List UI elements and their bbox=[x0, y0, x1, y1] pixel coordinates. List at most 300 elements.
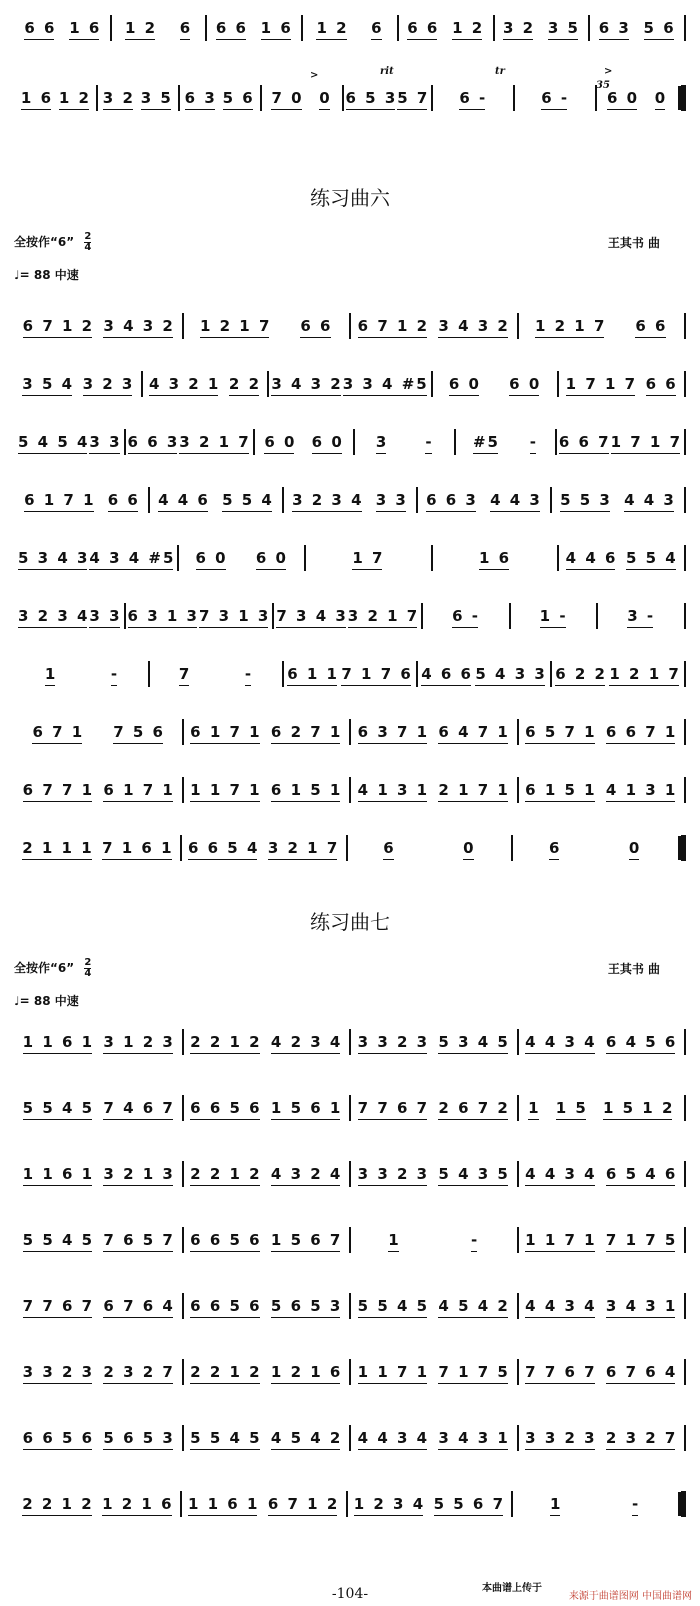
note-group: 4 4 3 4 bbox=[525, 1297, 597, 1315]
note-group: 3 3 bbox=[89, 433, 122, 451]
note-group: 1 5 bbox=[555, 1099, 588, 1117]
measure bbox=[274, 607, 421, 625]
note-group: 4 3 2 4 bbox=[270, 1165, 343, 1183]
note-group: 6 4 5 6 bbox=[605, 1033, 678, 1051]
staff-line-top-2 bbox=[14, 78, 686, 118]
measure bbox=[16, 1033, 182, 1051]
piece7-staff-line bbox=[14, 1484, 686, 1524]
note-group: 3 4 3 1 bbox=[438, 1429, 510, 1447]
measure bbox=[284, 491, 416, 509]
note-group: 1 5 6 1 bbox=[270, 1099, 343, 1117]
note-group: 6 6 5 6 bbox=[22, 1429, 95, 1447]
note-group: 6 1 7 1 bbox=[24, 491, 96, 509]
note-group: 7 bbox=[178, 665, 192, 683]
measure bbox=[269, 375, 430, 393]
note-group: 3 2 1 7 bbox=[267, 839, 340, 857]
note-group: 3 3 bbox=[89, 607, 122, 625]
barline bbox=[684, 719, 686, 745]
barline bbox=[684, 371, 686, 397]
page-number: -104- bbox=[331, 1586, 369, 1602]
measure bbox=[16, 1495, 180, 1513]
measure bbox=[180, 89, 260, 107]
note-group: 1 1 7 1 bbox=[357, 1363, 430, 1381]
measure bbox=[182, 1495, 346, 1513]
note-group: 6 6 7 bbox=[558, 433, 611, 451]
note-group: 1 2 1 6 bbox=[102, 1495, 174, 1513]
measure bbox=[519, 1363, 685, 1381]
note-group: 3 4 3 2 bbox=[271, 375, 343, 393]
barline bbox=[684, 777, 686, 803]
measure bbox=[590, 19, 684, 37]
note-group: 5 5 4 5 bbox=[357, 1297, 430, 1315]
note-group: 4 4 3 4 bbox=[525, 1033, 597, 1051]
measure bbox=[355, 433, 454, 451]
piece6-staff-line bbox=[14, 770, 686, 810]
note-group: 4 5 4 2 bbox=[438, 1297, 510, 1315]
note-group: 6 1 7 1 bbox=[190, 723, 262, 741]
footer-note: 本曲谱上传于 bbox=[482, 1583, 542, 1594]
measure bbox=[16, 839, 180, 857]
piece7-key-text: 全按作“6” bbox=[14, 961, 75, 975]
note-group: 3 3 2 3 bbox=[22, 1363, 95, 1381]
measure bbox=[16, 1429, 182, 1447]
note-group: 2 2 1 2 bbox=[190, 1165, 262, 1183]
note-group: 6 6 bbox=[300, 317, 333, 335]
note-group: 7 1 7 5 bbox=[438, 1363, 510, 1381]
measure bbox=[16, 781, 182, 799]
note-group: 3 4 3 1 bbox=[605, 1297, 678, 1315]
note-group: - bbox=[529, 433, 538, 451]
piece7-staff-line bbox=[14, 1022, 686, 1062]
barline bbox=[684, 1227, 686, 1253]
note-group: 3 4 3 2 bbox=[103, 317, 175, 335]
measure bbox=[519, 1099, 685, 1117]
note-group: 1 2 1 7 bbox=[199, 317, 272, 335]
note-group: 6 0 bbox=[448, 375, 481, 393]
piece7-time-signature: $\frac{2}{4}$ bbox=[84, 957, 92, 979]
barline bbox=[681, 85, 686, 111]
note-group: 3 5 bbox=[547, 19, 580, 37]
piece7-title: 练习曲七 bbox=[310, 910, 390, 934]
measure bbox=[207, 19, 301, 37]
note-group: 5 5 4 5 bbox=[22, 1099, 95, 1117]
note-group: #5 bbox=[472, 433, 500, 451]
note-group: 6 0 bbox=[606, 89, 640, 107]
measure bbox=[351, 317, 517, 335]
measure bbox=[433, 375, 558, 393]
note-group: 4 1 3 1 bbox=[605, 781, 678, 799]
measure bbox=[597, 89, 677, 107]
note-group: 3 2 1 7 bbox=[347, 607, 420, 625]
piece7-tempo: ♩= 88 中速 bbox=[14, 994, 79, 1008]
note-group: 6 5 7 1 bbox=[525, 723, 597, 741]
note-group: 6 0 bbox=[255, 549, 288, 567]
measure bbox=[351, 1033, 517, 1051]
measure bbox=[184, 1297, 350, 1315]
measure bbox=[16, 491, 148, 509]
measure bbox=[16, 665, 148, 683]
note-group: 1 6 bbox=[20, 89, 54, 107]
note-group: 4 3 4 #5 bbox=[89, 549, 176, 567]
note-group: 3 3 bbox=[375, 491, 408, 509]
note-group: 5 5 4 bbox=[222, 491, 274, 509]
note-group: 5 4 3 3 bbox=[475, 665, 547, 683]
note-group: 6 4 7 1 bbox=[438, 723, 510, 741]
measure bbox=[126, 433, 253, 451]
measure bbox=[16, 1165, 182, 1183]
note-group: 6 - bbox=[459, 89, 488, 107]
barline bbox=[681, 1491, 686, 1517]
note-group: 2 2 bbox=[228, 375, 262, 393]
note-group: 1 5 6 7 bbox=[270, 1231, 343, 1249]
note-group: 1 6 bbox=[260, 19, 293, 37]
barline bbox=[684, 1029, 686, 1055]
note-group: 2 1 7 1 bbox=[438, 781, 510, 799]
barline bbox=[684, 15, 686, 41]
piece6-staff-line bbox=[14, 364, 686, 404]
measure bbox=[184, 1033, 350, 1051]
note-group: - bbox=[631, 1495, 641, 1513]
note-group: 0 bbox=[463, 839, 476, 857]
measure bbox=[519, 317, 685, 335]
note-group: 6 7 1 2 bbox=[22, 317, 95, 335]
measure bbox=[303, 19, 397, 37]
measure bbox=[513, 839, 677, 857]
note-group: 7 3 4 3 bbox=[276, 607, 348, 625]
note-group: 7 7 6 7 bbox=[22, 1297, 95, 1315]
note-group: 3 3 2 3 bbox=[525, 1429, 597, 1447]
note-group: 6 6 bbox=[24, 19, 57, 37]
measure bbox=[112, 19, 206, 37]
measure bbox=[351, 1363, 517, 1381]
note-group: 6 6 bbox=[635, 317, 668, 335]
note-group: 4 4 3 bbox=[624, 491, 676, 509]
measure bbox=[98, 89, 178, 107]
note-group: 3 2 bbox=[102, 89, 135, 107]
accent-marking-end: > bbox=[604, 66, 613, 77]
grace-note: 35 bbox=[596, 80, 610, 91]
note-group: 6 6 5 6 bbox=[190, 1099, 262, 1117]
measure bbox=[351, 723, 517, 741]
measure bbox=[513, 1495, 677, 1513]
note-group: 1 bbox=[528, 1099, 541, 1117]
measure bbox=[184, 781, 350, 799]
note-group: 4 4 3 4 bbox=[525, 1165, 597, 1183]
barline bbox=[684, 603, 686, 629]
note-group: 6 1 7 1 bbox=[103, 781, 175, 799]
measure bbox=[519, 723, 685, 741]
measure bbox=[16, 89, 96, 107]
measure bbox=[351, 781, 517, 799]
note-group: 4 5 4 2 bbox=[270, 1429, 343, 1447]
note-group: 2 2 1 2 bbox=[190, 1363, 262, 1381]
measure bbox=[423, 607, 509, 625]
note-group: 5 5 3 bbox=[560, 491, 612, 509]
accent-marking: > bbox=[310, 70, 319, 81]
note-group: 1 2 1 6 bbox=[270, 1363, 343, 1381]
note-group: 1 2 1 7 bbox=[609, 665, 681, 683]
note-group: - bbox=[244, 665, 254, 683]
note-group: 7 5 6 bbox=[113, 723, 165, 741]
measure bbox=[16, 375, 141, 393]
note-group: 4 1 3 1 bbox=[357, 781, 430, 799]
note-group: 6 2 7 1 bbox=[270, 723, 343, 741]
piece7-staff-line bbox=[14, 1154, 686, 1194]
note-group: 7 3 1 3 bbox=[198, 607, 271, 625]
measure bbox=[511, 607, 597, 625]
piece6-key-text: 全按作“6” bbox=[14, 235, 75, 249]
note-group: 3 2 1 3 bbox=[103, 1165, 175, 1183]
note-group: 6 1 5 1 bbox=[270, 781, 343, 799]
note-group: 6 6 3 bbox=[426, 491, 478, 509]
measure bbox=[519, 1297, 685, 1315]
note-group: 6 6 bbox=[215, 19, 248, 37]
measure bbox=[262, 89, 342, 107]
note-group: 0 bbox=[319, 89, 332, 107]
measure bbox=[16, 1231, 182, 1249]
measure bbox=[150, 665, 282, 683]
barline bbox=[684, 1425, 686, 1451]
measure bbox=[519, 1429, 685, 1447]
note-group: 3 5 4 bbox=[22, 375, 75, 393]
piece7-staff-line bbox=[14, 1220, 686, 1260]
barline bbox=[684, 1095, 686, 1121]
note-group: 1 6 bbox=[69, 19, 102, 37]
note-group: 1 7 1 7 bbox=[565, 375, 638, 393]
measure bbox=[143, 375, 268, 393]
note-group: 0 bbox=[628, 839, 642, 857]
rit-marking: rit bbox=[380, 66, 394, 77]
note-group: 4 4 6 bbox=[565, 549, 618, 567]
note-group: 1 2 3 4 bbox=[353, 1495, 426, 1513]
measure bbox=[552, 665, 684, 683]
note-group: 1 bbox=[44, 665, 58, 683]
note-group: 6 bbox=[179, 19, 193, 37]
measure bbox=[559, 375, 684, 393]
note-group: 1 5 1 2 bbox=[602, 1099, 675, 1117]
staff-line-top-1 bbox=[14, 8, 686, 48]
note-group: 1 2 bbox=[125, 19, 158, 37]
note-group: 6 6 3 bbox=[127, 433, 180, 451]
note-group: 5 3 4 5 bbox=[438, 1033, 510, 1051]
note-group: 5 5 4 bbox=[625, 549, 678, 567]
piece7-staff-line bbox=[14, 1352, 686, 1392]
note-group: 3 bbox=[375, 433, 389, 451]
note-group: 6 3 1 3 bbox=[127, 607, 199, 625]
note-group: 6 7 7 1 bbox=[22, 781, 95, 799]
measure bbox=[284, 665, 416, 683]
note-group: 6 5 3 bbox=[345, 89, 398, 107]
piece6-staff-line bbox=[14, 480, 686, 520]
note-group: 1 1 6 1 bbox=[187, 1495, 260, 1513]
measure bbox=[16, 1297, 182, 1315]
note-group: 6 6 bbox=[107, 491, 140, 509]
note-group: 0 bbox=[654, 89, 668, 107]
note-group: 1 2 bbox=[58, 89, 91, 107]
note-group: 6 7 1 bbox=[32, 723, 85, 741]
measure bbox=[16, 317, 182, 335]
measure bbox=[495, 19, 589, 37]
note-group: 7 4 6 7 bbox=[103, 1099, 175, 1117]
measure bbox=[348, 839, 512, 857]
note-group: 6 0 bbox=[509, 375, 542, 393]
note-group: 6 5 4 6 bbox=[605, 1165, 678, 1183]
piece6-staff-line bbox=[14, 712, 686, 752]
note-group: 5 6 5 3 bbox=[103, 1429, 175, 1447]
note-group: 4 4 3 bbox=[490, 491, 542, 509]
measure bbox=[418, 491, 550, 509]
measure bbox=[16, 1099, 182, 1117]
note-group: 5 6 5 3 bbox=[270, 1297, 343, 1315]
piece6-staff-line bbox=[14, 828, 686, 868]
note-group: 5 5 4 5 bbox=[190, 1429, 262, 1447]
watermark-logo: 来源于曲谱图网 中国曲谱网 bbox=[568, 1591, 692, 1602]
measure bbox=[418, 665, 550, 683]
piece6-composer: 王其书 曲 bbox=[607, 236, 660, 250]
note-group: 5 4 5 4 bbox=[18, 433, 90, 451]
note-group: 1 6 bbox=[478, 549, 512, 567]
note-group: 1 2 1 7 bbox=[534, 317, 607, 335]
piece7-key bbox=[14, 958, 91, 979]
measure bbox=[184, 1099, 350, 1117]
note-group: 7 7 6 7 bbox=[357, 1099, 430, 1117]
note-group: 3 - bbox=[627, 607, 656, 625]
note-group: 5 5 4 5 bbox=[22, 1231, 95, 1249]
note-group: 6 6 bbox=[645, 375, 678, 393]
note-group: 2 3 2 7 bbox=[103, 1363, 175, 1381]
note-group: 6 7 1 2 bbox=[357, 317, 430, 335]
measure bbox=[179, 549, 304, 567]
measure bbox=[255, 433, 354, 451]
note-group: 6 1 5 1 bbox=[525, 781, 597, 799]
note-group: - bbox=[425, 433, 434, 451]
note-group: 6 6 5 6 bbox=[190, 1231, 262, 1249]
note-group: 4 3 2 1 bbox=[148, 375, 221, 393]
measure bbox=[184, 1363, 350, 1381]
piece7-staff-line bbox=[14, 1286, 686, 1326]
measure bbox=[184, 1165, 350, 1183]
barline bbox=[684, 1293, 686, 1319]
measure bbox=[598, 607, 684, 625]
measure bbox=[16, 549, 177, 567]
note-group: 6 0 bbox=[311, 433, 344, 451]
note-group: 3 2 3 4 bbox=[18, 607, 90, 625]
trill-marking: tr bbox=[495, 66, 505, 77]
note-group: 7 1 7 6 bbox=[341, 665, 413, 683]
measure bbox=[559, 549, 684, 567]
note-group: 6 3 bbox=[598, 19, 631, 37]
note-group: 1 1 7 1 bbox=[190, 781, 262, 799]
note-group: - bbox=[471, 1231, 480, 1249]
measure bbox=[16, 19, 110, 37]
note-group: 6 3 bbox=[184, 89, 217, 107]
note-group: 3 2 bbox=[502, 19, 536, 37]
piece6-staff-line bbox=[14, 654, 686, 694]
note-group: 3 2 3 4 bbox=[292, 491, 364, 509]
barline bbox=[684, 545, 686, 571]
note-group: - bbox=[110, 665, 120, 683]
measure bbox=[16, 1363, 182, 1381]
measure bbox=[351, 1231, 517, 1249]
note-group: 3 5 bbox=[140, 89, 173, 107]
note-group: 1 7 bbox=[352, 549, 385, 567]
note-group: 6 bbox=[371, 19, 384, 37]
measure bbox=[351, 1099, 517, 1117]
measure bbox=[519, 1165, 685, 1183]
note-group: 5 3 4 3 bbox=[18, 549, 90, 567]
note-group: 2 3 2 7 bbox=[605, 1429, 678, 1447]
piece6-staff-line bbox=[14, 596, 686, 636]
measure bbox=[456, 433, 555, 451]
measure bbox=[150, 491, 282, 509]
note-group: 6 6 5 4 bbox=[187, 839, 260, 857]
note-group: 4 4 3 4 bbox=[357, 1429, 430, 1447]
note-group: 1 bbox=[550, 1495, 563, 1513]
measure bbox=[433, 549, 558, 567]
note-group: 6 7 6 4 bbox=[605, 1363, 678, 1381]
note-group: 5 5 6 7 bbox=[433, 1495, 506, 1513]
piece6-key bbox=[14, 232, 91, 253]
note-group: 1 2 bbox=[452, 19, 485, 37]
note-group: 4 4 6 bbox=[158, 491, 210, 509]
measure bbox=[433, 89, 513, 107]
measure bbox=[306, 549, 431, 567]
measure bbox=[16, 433, 124, 451]
measure bbox=[515, 89, 595, 107]
note-group: 6 6 5 6 bbox=[190, 1297, 262, 1315]
measure bbox=[351, 1297, 517, 1315]
barline bbox=[684, 1161, 686, 1187]
note-group: 7 0 bbox=[271, 89, 304, 107]
note-group: 6 7 6 4 bbox=[103, 1297, 175, 1315]
note-group: 1 - bbox=[539, 607, 568, 625]
note-group: 7 6 5 7 bbox=[103, 1231, 175, 1249]
measure bbox=[552, 491, 684, 509]
note-group: 1 1 6 1 bbox=[22, 1033, 95, 1051]
note-group: 2 6 7 2 bbox=[438, 1099, 510, 1117]
piece6-staff-line bbox=[14, 306, 686, 346]
barline bbox=[684, 661, 686, 687]
measure bbox=[16, 723, 182, 741]
measure bbox=[184, 1429, 350, 1447]
measure bbox=[184, 723, 350, 741]
measure bbox=[351, 1429, 517, 1447]
measure bbox=[519, 1033, 685, 1051]
note-group: 3 2 1 7 bbox=[179, 433, 251, 451]
note-group: 3 4 3 2 bbox=[438, 317, 510, 335]
measure bbox=[344, 89, 432, 107]
note-group: 5 7 bbox=[397, 89, 430, 107]
measure bbox=[399, 19, 493, 37]
barline bbox=[684, 313, 686, 339]
note-group: 2 1 1 1 bbox=[22, 839, 94, 857]
measure bbox=[182, 839, 346, 857]
piece7-staff-line bbox=[14, 1418, 686, 1458]
measure bbox=[351, 1165, 517, 1183]
piece6-staff-line bbox=[14, 422, 686, 462]
note-group: 7 1 6 1 bbox=[102, 839, 174, 857]
note-group: 6 7 1 2 bbox=[267, 1495, 340, 1513]
note-group: 6 3 7 1 bbox=[357, 723, 430, 741]
note-group: 3 3 4 #5 bbox=[342, 375, 429, 393]
note-group: 5 6 bbox=[643, 19, 676, 37]
piece6-staff-line bbox=[14, 538, 686, 578]
note-group: 7 1 7 5 bbox=[605, 1231, 678, 1249]
note-group: 6 - bbox=[452, 607, 480, 625]
note-group: 2 2 1 2 bbox=[22, 1495, 94, 1513]
note-group: 3 3 2 3 bbox=[357, 1165, 430, 1183]
piece6-tempo: ♩= 88 中速 bbox=[14, 268, 79, 282]
